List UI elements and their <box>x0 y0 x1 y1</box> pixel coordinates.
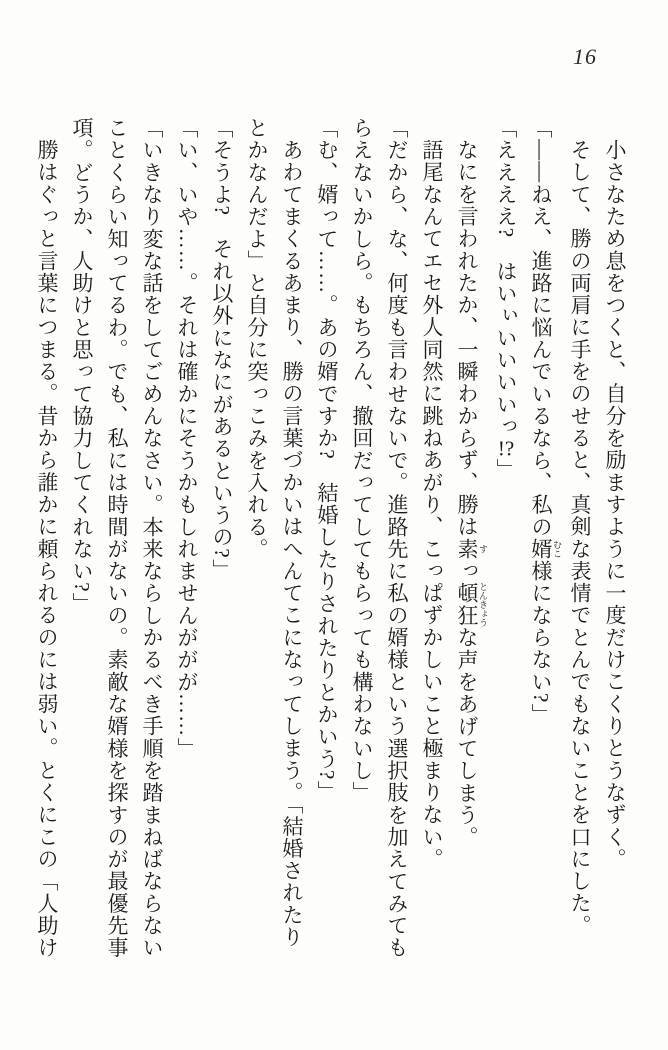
paragraph-5: なにを言われたか、一瞬わからず、勝は素 すっ頓狂 とんきょうな声をあげてしまう。 <box>455 139 488 849</box>
paragraph-12: 「いきなり変な話をしてごめんなさい。本来ならしかるべき手順を踏まねばならないことくらい知ってるわ。でも、私には時間がないの。素敵な婿様を探すのが最優先事項。どうか、人助けと思って協力してくれない?」 <box>70 117 164 959</box>
ruby-annotated-text: 頓狂 とんきょう <box>455 582 488 628</box>
paragraph-1: 小さなため息をつくと、自分を励ますように一度だけこくりとうなずく。 <box>603 139 627 871</box>
paragraph-6: 語尾なんてエセ外人同然に跳ねあがり、こっぱずかしいこと極まりない。 <box>420 139 444 871</box>
paragraph-2: そして、勝の両肩に手をのせると、真剣な表情でとんでもないことを口にした。 <box>568 139 592 937</box>
paragraph-13: 勝はぐっと言葉につまる。昔から誰かに頼られるのには弱い。とくにこの「人助け <box>35 139 59 959</box>
paragraph-4: 「ええええ? はいぃいいいいっ!?」 <box>494 117 518 481</box>
paragraph-9: あわてまくるあまり、勝の言葉づかいはへんてこになってしまう。「結婚されたりとかなんだよ」と自分に突っこみを入れる。 <box>245 117 304 949</box>
ruby-annotated-text: 素 す <box>455 538 488 561</box>
ruby-annotated-text: 婿 むこ <box>529 537 562 561</box>
paragraph-11: 「い、いや……。それは確かにそうかもしれませんががが……」 <box>175 117 199 760</box>
tate-chu-yoko: !? <box>497 437 515 459</box>
paragraph-8: 「む、婿って……。あの婿ですか? 結婚したりされたりとかいう?」 <box>315 117 339 803</box>
paragraph-7: 「だから、な、何度も言わせないで。進路先に私の婿様という選択肢を加えてみてもらえないかしら。もちろん、撤回だってしてもらっても構わないし」 <box>350 117 409 959</box>
paragraph-3: 「――ねえ、進路に悩んでいるなら、私の婿 むこ様にならない?」 <box>529 117 562 726</box>
page-number: 16 <box>573 44 597 69</box>
text-block <box>29 117 632 961</box>
paragraph-10: 「そうよ? それ以外になにがあるというの?」 <box>210 117 234 582</box>
